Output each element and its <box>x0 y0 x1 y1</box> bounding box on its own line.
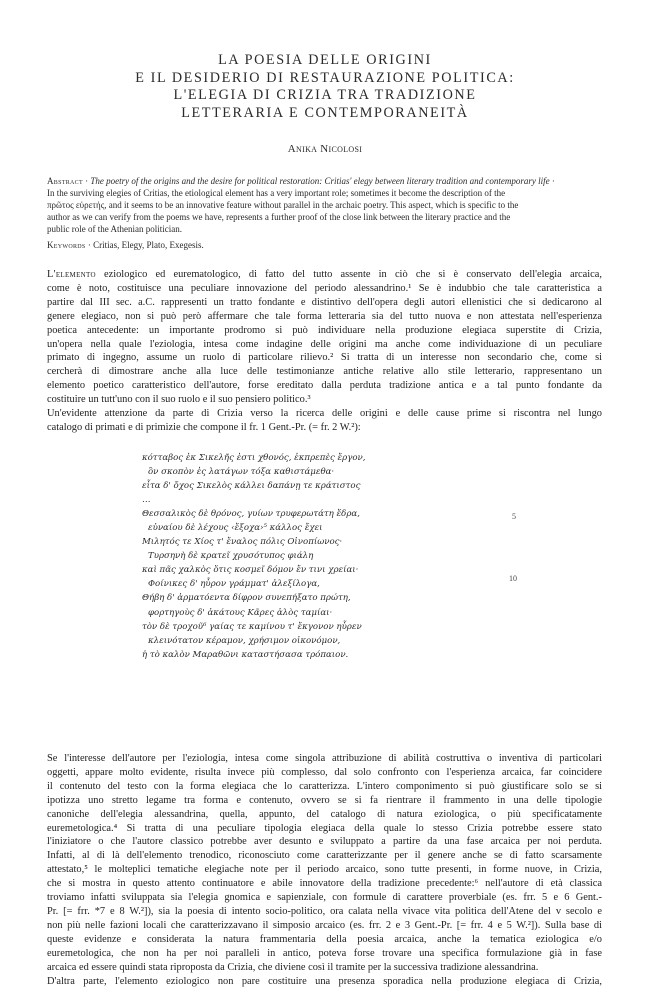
verse-line: Τυρσηνὴ δὲ κρατεῖ χρυσότυπος φιάλη <box>142 549 442 563</box>
body-line: Se l'interesse dell'autore per l'eziologia, intesa come singola attribuzione di abilità costruttiva o inventiva di particolari <box>47 752 602 766</box>
title-line: LETTERARIA E CONTEMPORANEITÀ <box>40 105 610 123</box>
body-line: genere elegiaco, non si può però affermare che tale forma letteraria sia del tutto nuova e non attestata nell'esperienza <box>47 310 602 324</box>
verse-line: Φοίνικες δ' ηὗρον γράμματ' ἀλεξίλογα, <box>142 577 442 591</box>
body-line: attestato,⁵ le molteplici tematiche elegiache note per il periodo arcaico, sono tutte presenti, in forme nuove, in Crizia, <box>47 863 602 877</box>
abstract <box>47 175 602 235</box>
abstract-label: Abstract <box>47 176 83 186</box>
body-paragraph-1 <box>47 268 602 435</box>
body-line: euremetologica, che non ha per noi paralleli in antico, poteva forse trovare una specifica formulazione già in fase <box>47 947 602 961</box>
author-name: Anika Nicolosi <box>40 143 610 155</box>
body-line: queste evidenze e considerata la natura frammentaria della poesia arcaica, anche la tematica eziologica e/o <box>47 933 602 947</box>
verse-line: τὸν δὲ τροχοῦ⁶ γαίας τε καμίνου τ' ἔκγονον ηὗρεν <box>142 620 442 634</box>
english-title: The poetry of the origins and the desire for political restoration: Critias' elegy between literary tradition and contemporary life <box>90 176 549 186</box>
verse-line: ὃν σκοπὸν ἐς λατάγων τόξα καθιστάμεθα· <box>142 465 442 479</box>
body-line: D'altra parte, l'elemento eziologico non pare costituire una presenza sporadica nella produzione elegiaca di Crizia, <box>47 975 602 988</box>
body-paragraph-3 <box>47 752 602 988</box>
separator: · <box>83 176 91 186</box>
title-line: LA POESIA DELLE ORIGINI <box>40 52 610 70</box>
keywords <box>47 240 204 250</box>
body-line: l'iniziatore o che l'autore classico potrebbe aver desunto e sviluppato a partire da una fase arcaica per noi perduta. <box>47 835 602 849</box>
title-line: E IL DESIDERIO DI RESTAURAZIONE POLITICA: <box>40 70 610 88</box>
abstract-first-line <box>47 175 602 187</box>
abstract-line: πρῶτος εὑρετής, and it seems to be an innovative feature without parallel in the archaic poetry. This aspect, which is specific to the <box>47 199 602 211</box>
body-line: partire dal III sec. a.C. rappresenti un tratto fondante e distintivo dell'opera degli autori ellenistici che si dedicarono al <box>47 296 602 310</box>
body-line: che si mostra in questo attento continuatore e abile innovatore della tradizione precedente:⁶ nell'autore di età classica <box>47 877 602 891</box>
body-line: canoniche dell'elegia alessandrina, quella, appunto, del catalogo di natura eziologica, o più specificatamente <box>47 808 602 822</box>
body-line: non più nelle fazioni locali che caratterizzavano il simposio arcaico (es. frr. 2 e 3 Gent.-Pr. [= frr. 4 e 5 W.²]). Sulla base di <box>47 919 602 933</box>
body-line: ipotizza uno stretto legame tra forma e contenuto, ovvero se si fa rientrare il frammento in una delle tipologie <box>47 794 602 808</box>
separator: · <box>550 176 555 186</box>
body-line: poetica antecedente: un importante prodromo si può individuare nella produzione elegiaca superstite di Crizia, <box>47 324 602 338</box>
body-line: Pr. [= frr. *7 e 8 W.²]), sia la poesia di intento socio-politico, ora calata nella vivace vita politica dell'Atene del v secolo e <box>47 905 602 919</box>
opening-word: L'elemento <box>47 269 96 280</box>
verse-line: Μιλητός τε Χίος τ' ἔναλος πόλις Οἰνοπίωνος· <box>142 535 442 549</box>
body-line: Un'evidente attenzione da parte di Crizia verso la ricerca delle origini e delle cause prime si riscontra nel lungo <box>47 407 602 421</box>
body-line: costituire un tutt'uno con il suo ruolo e il suo pensiero politico.³ <box>47 393 602 407</box>
verse-line: … <box>142 493 442 507</box>
body-line: euremetologica.⁴ Si tratta di una peculiare tipologia elegiaca della quale lo stesso Crizia potrebbe essere stato <box>47 822 602 836</box>
body-line: come è noto, costituisce una peculiare innovazione del periodo alessandrino.¹ Se è indubbio che tale caratteristica a <box>47 282 602 296</box>
verse-line: εὐναίου δὲ λέχους ‹ἔξοχα›⁵ κάλλος ἔχει <box>142 521 442 535</box>
verse-line: καὶ πᾶς χαλκὸς ὅτις κοσμεῖ δόμον ἔν τινι χρείαι· <box>142 563 442 577</box>
verse-line: Θήβη δ' ἁρματόεντα δίφρον συνεπήξατο πρώτη, <box>142 591 442 605</box>
body-line: catalogo di primati e di primizie che compone il fr. 1 Gent.-Pr. (= fr. 2 W.²): <box>47 421 602 435</box>
body-line: il contenuto del testo con la forma elegiaca che lo caratterizza. L'intero componimento si può giustificare solo se si <box>47 780 602 794</box>
verse-line: φορτηγοὺς δ' ἀκάτους Κᾶρες ἁλὸς ταμίαι· <box>142 606 442 620</box>
keywords-label: Keywords <box>47 240 86 250</box>
verse-line: κότταβος ἐκ Σικελῆς ἐστι χθονός, ἐκπρεπὲς ἔργον, <box>142 451 442 465</box>
verse-line-number: 5 <box>512 512 516 521</box>
body-line: primato di ingegno, assume un ruolo di particolare rilievo.² Si tratta di un interesse non secondario che, come si <box>47 351 602 365</box>
body-line: elemento poetico caratteristico dell'autore, forse ereditato dalla perduta tradizione antica e a tal punto fondante da <box>47 379 602 393</box>
verse-line: Θεσσαλικὸς δὲ θρόνος, γυίων τρυφερωτάτη ἕδρα, <box>142 507 442 521</box>
verse-line: κλεινότατον κέραμον, χρήσιμον οἰκονόμον, <box>142 634 442 648</box>
body-line: Infatti, al di là dell'elemento trenodico, riconosciuto come caratterizzante per il genere anche se di fatto scarsamente <box>47 849 602 863</box>
greek-quotation <box>142 451 442 662</box>
body-line: troviamo infatti sviluppata sia l'elegia gnomica e sapienziale, con formule di carattere proverbiale (es. frr. 5 e 6 Gent.- <box>47 891 602 905</box>
verse-line: ἡ τὸ καλὸν Μαραθῶνι καταστήσασα τρόπαιον. <box>142 648 442 662</box>
verse-line: εἶτα δ' ὄχος Σικελὸς κάλλει δαπάνῃ τε κράτιστος <box>142 479 442 493</box>
separator: · <box>86 240 94 250</box>
article-title <box>40 52 610 122</box>
verse-line-number: 10 <box>509 574 517 583</box>
body-line: L'elemento eziologico ed eurematologico, di fatto del tutto assente in ciò che si è conservato dell'elegia arcaica, <box>47 268 602 282</box>
abstract-line: author as we can verify from the poems we have, represents a further proof of the close link between the literary practice and the <box>47 211 602 223</box>
body-line: oggetti, appare molto evidente, risulta invece più complesso, dal solo confronto con l'esperienza arcaica, far coincidere <box>47 766 602 780</box>
title-line: L'ELEGIA DI CRIZIA TRA TRADIZIONE <box>40 87 610 105</box>
keywords-text: Critias, Elegy, Plato, Exegesis. <box>93 240 204 250</box>
abstract-line: In the surviving elegies of Critias, the etiological element has a very important role; sometimes it become the description of the <box>47 187 602 199</box>
body-line: un'opera nella quale l'eziologia, intesa come indagine delle origini ma anche come individuazione di un peculiare <box>47 338 602 352</box>
body-line: arcaica ed essere quindi stata riproposta da Crizia, che diviene così il tramite per la successiva tradizione alessandrina. <box>47 961 602 975</box>
body-line: cercherà di dimostrare anche alla luce delle testimonianze antiche relative allo stile letterario, rappresentano un <box>47 365 602 379</box>
abstract-line: public role of the Athenian politician. <box>47 223 602 235</box>
